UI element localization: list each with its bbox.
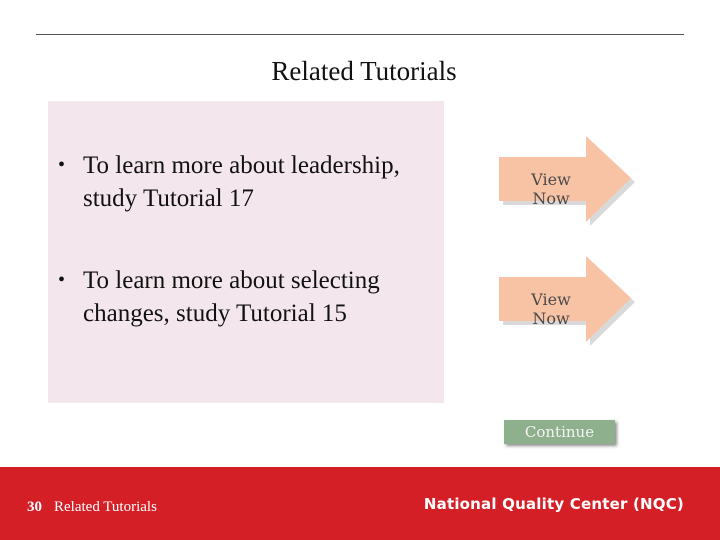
bullet-text: To learn more about selecting changes, study Tutorial 15 <box>83 267 380 327</box>
continue-button[interactable]: Continue <box>504 420 615 444</box>
view-now-button-tutorial-17[interactable] <box>492 134 637 229</box>
bullet-marker: • <box>58 269 66 291</box>
bullet-marker: • <box>58 154 66 176</box>
bullet-text: To learn more about leadership, study Tutorial 17 <box>83 152 400 212</box>
view-now-button-tutorial-15[interactable] <box>492 254 637 349</box>
organization-logo-text: National Quality Center (NQC) <box>423 495 684 513</box>
bullet-item-leadership <box>58 149 438 215</box>
footer-section-title: Related Tutorials <box>54 499 157 515</box>
page-number: 30 <box>27 499 42 515</box>
content-box <box>48 101 444 403</box>
view-now-label: View Now <box>531 170 571 208</box>
view-now-label: View Now <box>531 290 571 328</box>
slide-title: Related Tutorials <box>271 56 457 86</box>
bullet-item-selecting-changes <box>58 264 438 330</box>
top-divider <box>36 34 684 35</box>
footer-bar <box>0 467 720 540</box>
